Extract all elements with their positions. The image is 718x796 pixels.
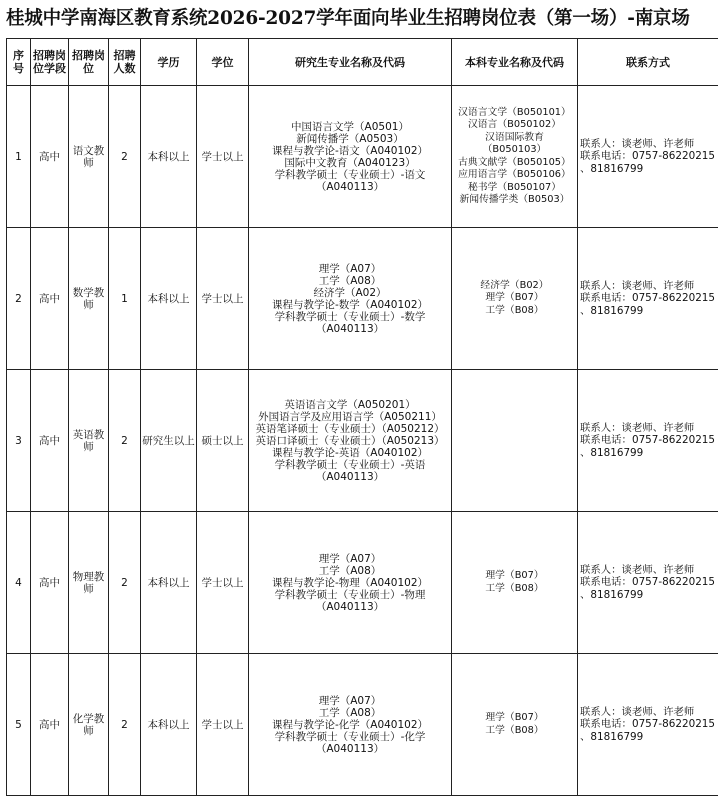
cell-degree: 学士以上	[197, 228, 249, 370]
ug-major-line: 理学（B07）	[485, 712, 544, 723]
contact-line: 、81816799	[580, 588, 644, 601]
cell-degree: 学士以上	[197, 654, 249, 796]
contact-line: 联系电话：0757-86220215	[580, 576, 716, 589]
cell-count: 2	[109, 654, 141, 796]
cell-count: 1	[109, 228, 141, 370]
cell-grad-major	[249, 228, 452, 370]
cell-grad-major	[249, 370, 452, 512]
grad-major-line: 国际中文教育（A040123）	[284, 156, 416, 169]
grad-major-line: 工学（A08）	[318, 564, 382, 577]
grad-major-line: 理学（A07）	[318, 552, 382, 565]
contact-line: 联系电话：0757-86220215	[580, 150, 716, 163]
ug-major-line: （B050103）	[482, 144, 547, 155]
grad-major-line: （A040113）	[315, 180, 385, 193]
cell-ug-major	[452, 370, 578, 512]
grad-major-line: 学科教学硕士（专业硕士）-物理	[274, 588, 426, 601]
grad-major-line: 英语笔译硕士（专业硕士）（A050212）	[255, 422, 445, 435]
header-position: 招聘岗位	[69, 39, 109, 86]
grad-major-line: 新闻传播学（A0503）	[296, 132, 404, 145]
ug-major-line: 古典文献学（B050105）	[458, 156, 571, 168]
cell-ug-major	[452, 228, 578, 370]
cell-position: 英语教师	[69, 370, 109, 512]
ug-major-line: 理学（B07）	[485, 292, 544, 304]
grad-major-line: 英语语言文学（A050201）	[284, 398, 416, 411]
page-title: 桂城中学南海区教育系统2026-2027学年面向毕业生招聘岗位表（第一场）-南京场	[6, 8, 690, 29]
cell-degree: 学士以上	[197, 512, 249, 654]
header-education: 学历	[141, 39, 197, 86]
cell-position: 数学教师	[69, 228, 109, 370]
cell-degree: 硕士以上	[197, 370, 249, 512]
cell-count: 2	[109, 512, 141, 654]
contact-line: 联系人：谈老师、许老师	[580, 279, 695, 292]
table-row	[7, 228, 718, 370]
cell-position: 语文教师	[69, 86, 109, 228]
grad-major-line: 中国语言文学（A0501）	[291, 120, 409, 133]
cell-contact	[578, 228, 718, 370]
ug-major-line: 新闻传播学类（B0503）	[459, 194, 570, 205]
cell-seq: 5	[7, 654, 31, 796]
grad-major-line: 课程与教学论-化学（A040102）	[271, 718, 429, 731]
ug-major-line: 汉语言（B050102）	[467, 119, 562, 130]
ug-major-line: 工学（B08）	[485, 582, 544, 594]
grad-major-line: （A040113）	[315, 322, 385, 335]
cell-education: 本科以上	[141, 228, 197, 370]
cell-contact	[578, 86, 718, 228]
contact-line: 联系电话：0757-86220215	[580, 434, 716, 447]
header-count: 招聘人数	[109, 39, 141, 86]
grad-major-line: 理学（A07）	[318, 262, 382, 275]
ug-major-line: 工学（B08）	[485, 304, 544, 316]
cell-position: 化学教师	[69, 654, 109, 796]
cell-stage: 高中	[31, 86, 69, 228]
cell-ug-major	[452, 86, 578, 228]
cell-stage: 高中	[31, 512, 69, 654]
ug-major-line: 秘书学（B050107）	[467, 181, 562, 193]
table-row	[7, 370, 718, 512]
contact-line: 联系人：谈老师、许老师	[580, 421, 695, 434]
grad-major-line: 学科教学硕士（专业硕士）-数学	[274, 310, 426, 323]
header-degree: 学位	[197, 39, 249, 86]
cell-stage: 高中	[31, 654, 69, 796]
ug-major-line: 工学（B08）	[485, 724, 544, 736]
cell-count: 2	[109, 370, 141, 512]
cell-contact	[578, 512, 718, 654]
ug-major-line: 应用语言学（B050106）	[458, 169, 571, 180]
cell-degree: 学士以上	[197, 86, 249, 228]
cell-education: 研究生以上	[141, 370, 197, 512]
ug-major-line: 汉语言文学（B050101）	[458, 106, 571, 118]
contact-line: 联系电话：0757-86220215	[580, 292, 716, 305]
grad-major-line: 工学（A08）	[318, 274, 382, 287]
cell-stage: 高中	[31, 228, 69, 370]
cell-stage: 高中	[31, 370, 69, 512]
recruitment-table	[6, 38, 718, 796]
table-row	[7, 654, 718, 796]
cell-seq: 3	[7, 370, 31, 512]
cell-seq: 2	[7, 228, 31, 370]
contact-line: 、81816799	[580, 446, 644, 459]
cell-ug-major	[452, 654, 578, 796]
cell-contact	[578, 654, 718, 796]
grad-major-line: 英语口译硕士（专业硕士）（A050213）	[255, 434, 445, 447]
table-row	[7, 86, 718, 228]
grad-major-line: （A040113）	[315, 470, 385, 483]
contact-line: 联系电话：0757-86220215	[580, 718, 716, 731]
ug-major-line: 理学（B07）	[485, 570, 544, 581]
ug-major-line: 经济学（B02）	[480, 279, 549, 291]
cell-ug-major	[452, 512, 578, 654]
grad-major-line: 学科教学硕士（专业硕士）-化学	[274, 730, 426, 743]
grad-major-line: 课程与教学论-数学（A040102）	[271, 298, 429, 311]
grad-major-line: （A040113）	[315, 600, 385, 613]
header-seq: 序号	[7, 39, 31, 86]
cell-grad-major	[249, 86, 452, 228]
grad-major-line: 经济学（A02）	[313, 286, 387, 299]
contact-line: 、81816799	[580, 162, 644, 175]
cell-grad-major	[249, 654, 452, 796]
header-contact: 联系方式	[578, 39, 718, 86]
cell-education: 本科以上	[141, 654, 197, 796]
grad-major-line: 课程与教学论-物理（A040102）	[271, 576, 429, 589]
grad-major-line: （A040113）	[315, 742, 385, 755]
header-grad-major: 研究生专业名称及代码	[249, 39, 452, 86]
grad-major-line: 学科教学硕士（专业硕士）-语文	[274, 168, 426, 181]
contact-line: 联系人：谈老师、许老师	[580, 563, 695, 576]
grad-major-line: 课程与教学论-英语（A040102）	[271, 446, 429, 459]
contact-line: 、81816799	[580, 730, 644, 743]
contact-line: 联系人：谈老师、许老师	[580, 137, 695, 150]
cell-position: 物理教师	[69, 512, 109, 654]
cell-grad-major	[249, 512, 452, 654]
table-header-row	[7, 39, 718, 86]
header-stage: 招聘岗位学段	[31, 39, 69, 86]
cell-seq: 4	[7, 512, 31, 654]
table-row	[7, 512, 718, 654]
header-ug-major: 本科专业名称及代码	[452, 39, 578, 86]
cell-seq: 1	[7, 86, 31, 228]
contact-line: 、81816799	[580, 304, 644, 317]
cell-contact	[578, 370, 718, 512]
grad-major-line: 外国语言学及应用语言学（A050211）	[258, 410, 442, 423]
ug-major-line: 汉语国际教育	[485, 131, 544, 143]
cell-education: 本科以上	[141, 512, 197, 654]
cell-education: 本科以上	[141, 86, 197, 228]
contact-line: 联系人：谈老师、许老师	[580, 705, 695, 718]
grad-major-line: 理学（A07）	[318, 694, 382, 707]
grad-major-line: 工学（A08）	[318, 706, 382, 719]
grad-major-line: 学科教学硕士（专业硕士）-英语	[274, 458, 426, 471]
cell-count: 2	[109, 86, 141, 228]
grad-major-line: 课程与教学论-语文（A040102）	[271, 144, 429, 157]
